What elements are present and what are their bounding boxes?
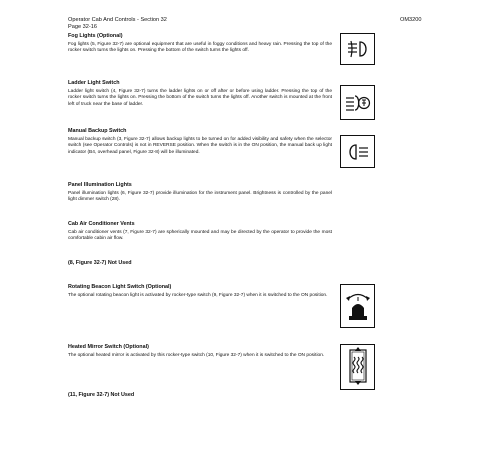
section-body: Ladder light switch (4, Figure 32-7) turns the ladder lights on or off after or before using ladder. Pressing the top of the rocker switch turns the lights on. Pressing the bottom of the switch turns the lights off. Another switch is mounted at the front left of truck near the base of ladder.: [68, 89, 332, 107]
rotating-beacon-section: [68, 284, 332, 299]
section-body: The optional heated mirror is activated by this rocker-type switch (10, Figure 32-7) when it is switched to the ON position.: [68, 353, 325, 358]
fog-lights-section: [68, 33, 332, 55]
ladder-light-section: [68, 80, 332, 108]
section-heading: Manual Backup Switch: [68, 128, 127, 134]
section-heading: Fog Lights (Optional): [68, 33, 123, 39]
section-body: Panel illumination lights (6, Figure 32-7) provide illumination for the instrument panel. Brightness is controlled by the panel light dimmer switch (28).: [68, 191, 332, 203]
section-heading: Ladder Light Switch: [68, 80, 120, 86]
section-body: Manual backup switch (3, Figure 32-7) allows backup lights to be turned on for added visibility and safety when the selector switch (see Operator Controls) is not in REVERSE position. When the switch is in the ON position, the manual back up light indicator (B4, overhead panel, Figure 32-8) will be illuminated.: [68, 137, 332, 155]
rotating-beacon-icon: [340, 284, 375, 328]
document-id: OM3200: [400, 17, 422, 23]
section-heading: (8, Figure 32-7) Not Used: [68, 260, 132, 266]
heated-mirror-icon: [340, 344, 375, 390]
section-title: Operator Cab And Controls - Section 32: [68, 17, 167, 23]
section-heading: (11, Figure 32-7) Not Used: [68, 392, 135, 398]
panel-illumination-section: [68, 182, 332, 204]
cab-ac-vents-section: [68, 221, 332, 243]
page-number: Page 32-16: [68, 24, 97, 30]
item-11-not-used: [68, 392, 332, 399]
section-body: Fog lights (5, Figure 32-7) are optional equipment that are useful in foggy conditions and heavy rain. Pressing the top of the rocker switch turns the lights on. Pressing the bottom of the switch turns the lights off.: [68, 42, 332, 54]
section-heading: Cab Air Conditioner Vents: [68, 221, 135, 227]
fog-light-icon: [340, 33, 375, 65]
manual-backup-section: [68, 128, 332, 156]
backup-light-icon: [340, 135, 375, 168]
ladder-light-icon: [340, 85, 375, 120]
page-header: [68, 17, 167, 31]
item-8-not-used: [68, 260, 332, 267]
section-body: The optional rotating beacon light is activated by rocker-type switch (9, Figure 32-7) when it is switched to the ON position.: [68, 293, 328, 298]
section-body: Cab air conditioner vents (7, Figure 32-7) are spherically mounted and may be directed by the operator to provide the most comfortable cabin air flow.: [68, 230, 332, 242]
section-heading: Heated Mirror Switch (Optional): [68, 344, 149, 350]
heated-mirror-section: [68, 344, 332, 359]
section-heading: Rotating Beacon Light Switch (Optional): [68, 284, 172, 290]
section-heading: Panel Illumination Lights: [68, 182, 132, 188]
